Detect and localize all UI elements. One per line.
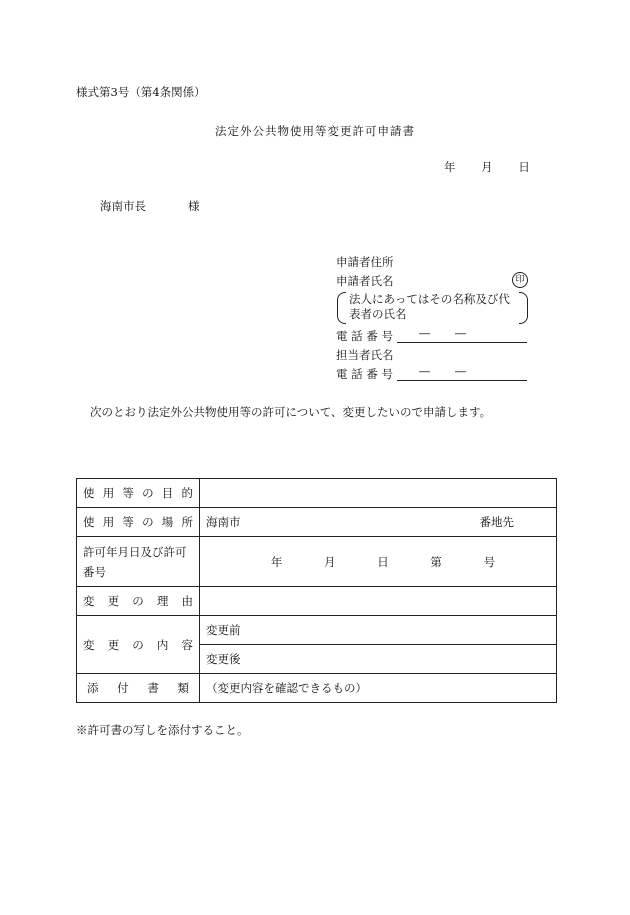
document-title: 法定外公共物使用等変更許可申請書	[215, 124, 415, 138]
permit-label: 許可年月日及び許可 番号	[77, 537, 200, 587]
seal-icon: 印	[512, 272, 528, 288]
table-row	[77, 587, 557, 616]
place-city: 海南市	[206, 515, 241, 529]
date-row	[444, 159, 530, 175]
phone-dash: ―	[455, 365, 466, 378]
place-field[interactable]	[200, 508, 557, 537]
table-row	[77, 616, 557, 645]
place-suffix: 番地先	[479, 515, 514, 529]
right-bracket	[519, 292, 528, 324]
application-table	[76, 478, 557, 703]
applicant-address-label: 申請者住所	[336, 255, 394, 269]
date-month: 月	[481, 160, 493, 174]
phone-dash: ―	[455, 327, 466, 340]
addressee-honorific: 様	[188, 199, 200, 213]
addressee	[100, 198, 200, 214]
permit-field[interactable]: 年 月 日 第 号	[200, 537, 557, 587]
before-label: 変更前	[206, 623, 241, 637]
after-label: 変更後	[206, 652, 241, 666]
table-row	[77, 479, 557, 508]
attachment-label: 添 付 書 類	[77, 674, 200, 703]
reason-field[interactable]	[200, 587, 557, 616]
place-label: 使 用 等 の 場 所	[77, 508, 200, 537]
attachment-value: （変更内容を確認できるもの）	[206, 681, 367, 695]
corporate-note-line1: 法人にあってはその名称及び代	[349, 292, 510, 306]
table-row	[77, 537, 557, 587]
content-label: 変 更 の 内 容	[77, 616, 200, 674]
date-year: 年	[444, 160, 456, 174]
attachment-field[interactable]	[200, 674, 557, 703]
addressee-name: 海南市長	[100, 199, 146, 213]
purpose-field[interactable]	[200, 479, 557, 508]
footnote: ※許可書の写しを添付すること。	[76, 723, 249, 737]
phone-label: 電 話 番 号	[336, 329, 393, 343]
corporate-note	[337, 292, 528, 326]
before-field[interactable]	[200, 616, 557, 645]
request-statement: 次のとおり法定外公共物使用等の許可について、変更したいので申請します。	[90, 405, 492, 419]
after-field[interactable]	[200, 645, 557, 674]
table-row	[77, 508, 557, 537]
date-day: 日	[518, 160, 530, 174]
applicant-name-label: 申請者氏名	[336, 274, 394, 288]
corporate-note-line2: 表者の氏名	[349, 307, 407, 321]
table-row	[77, 674, 557, 703]
phone-dash: ―	[419, 365, 430, 378]
form-number: 様式第3号（第4条関係）	[76, 85, 206, 99]
contact-phone-label: 電 話 番 号	[336, 367, 393, 381]
reason-label: 変 更 の 理 由	[77, 587, 200, 616]
phone-dash: ―	[419, 327, 430, 340]
contact-name-label: 担当者氏名	[336, 348, 394, 362]
purpose-label: 使 用 等 の 目 的	[77, 479, 200, 508]
left-bracket	[337, 292, 346, 324]
